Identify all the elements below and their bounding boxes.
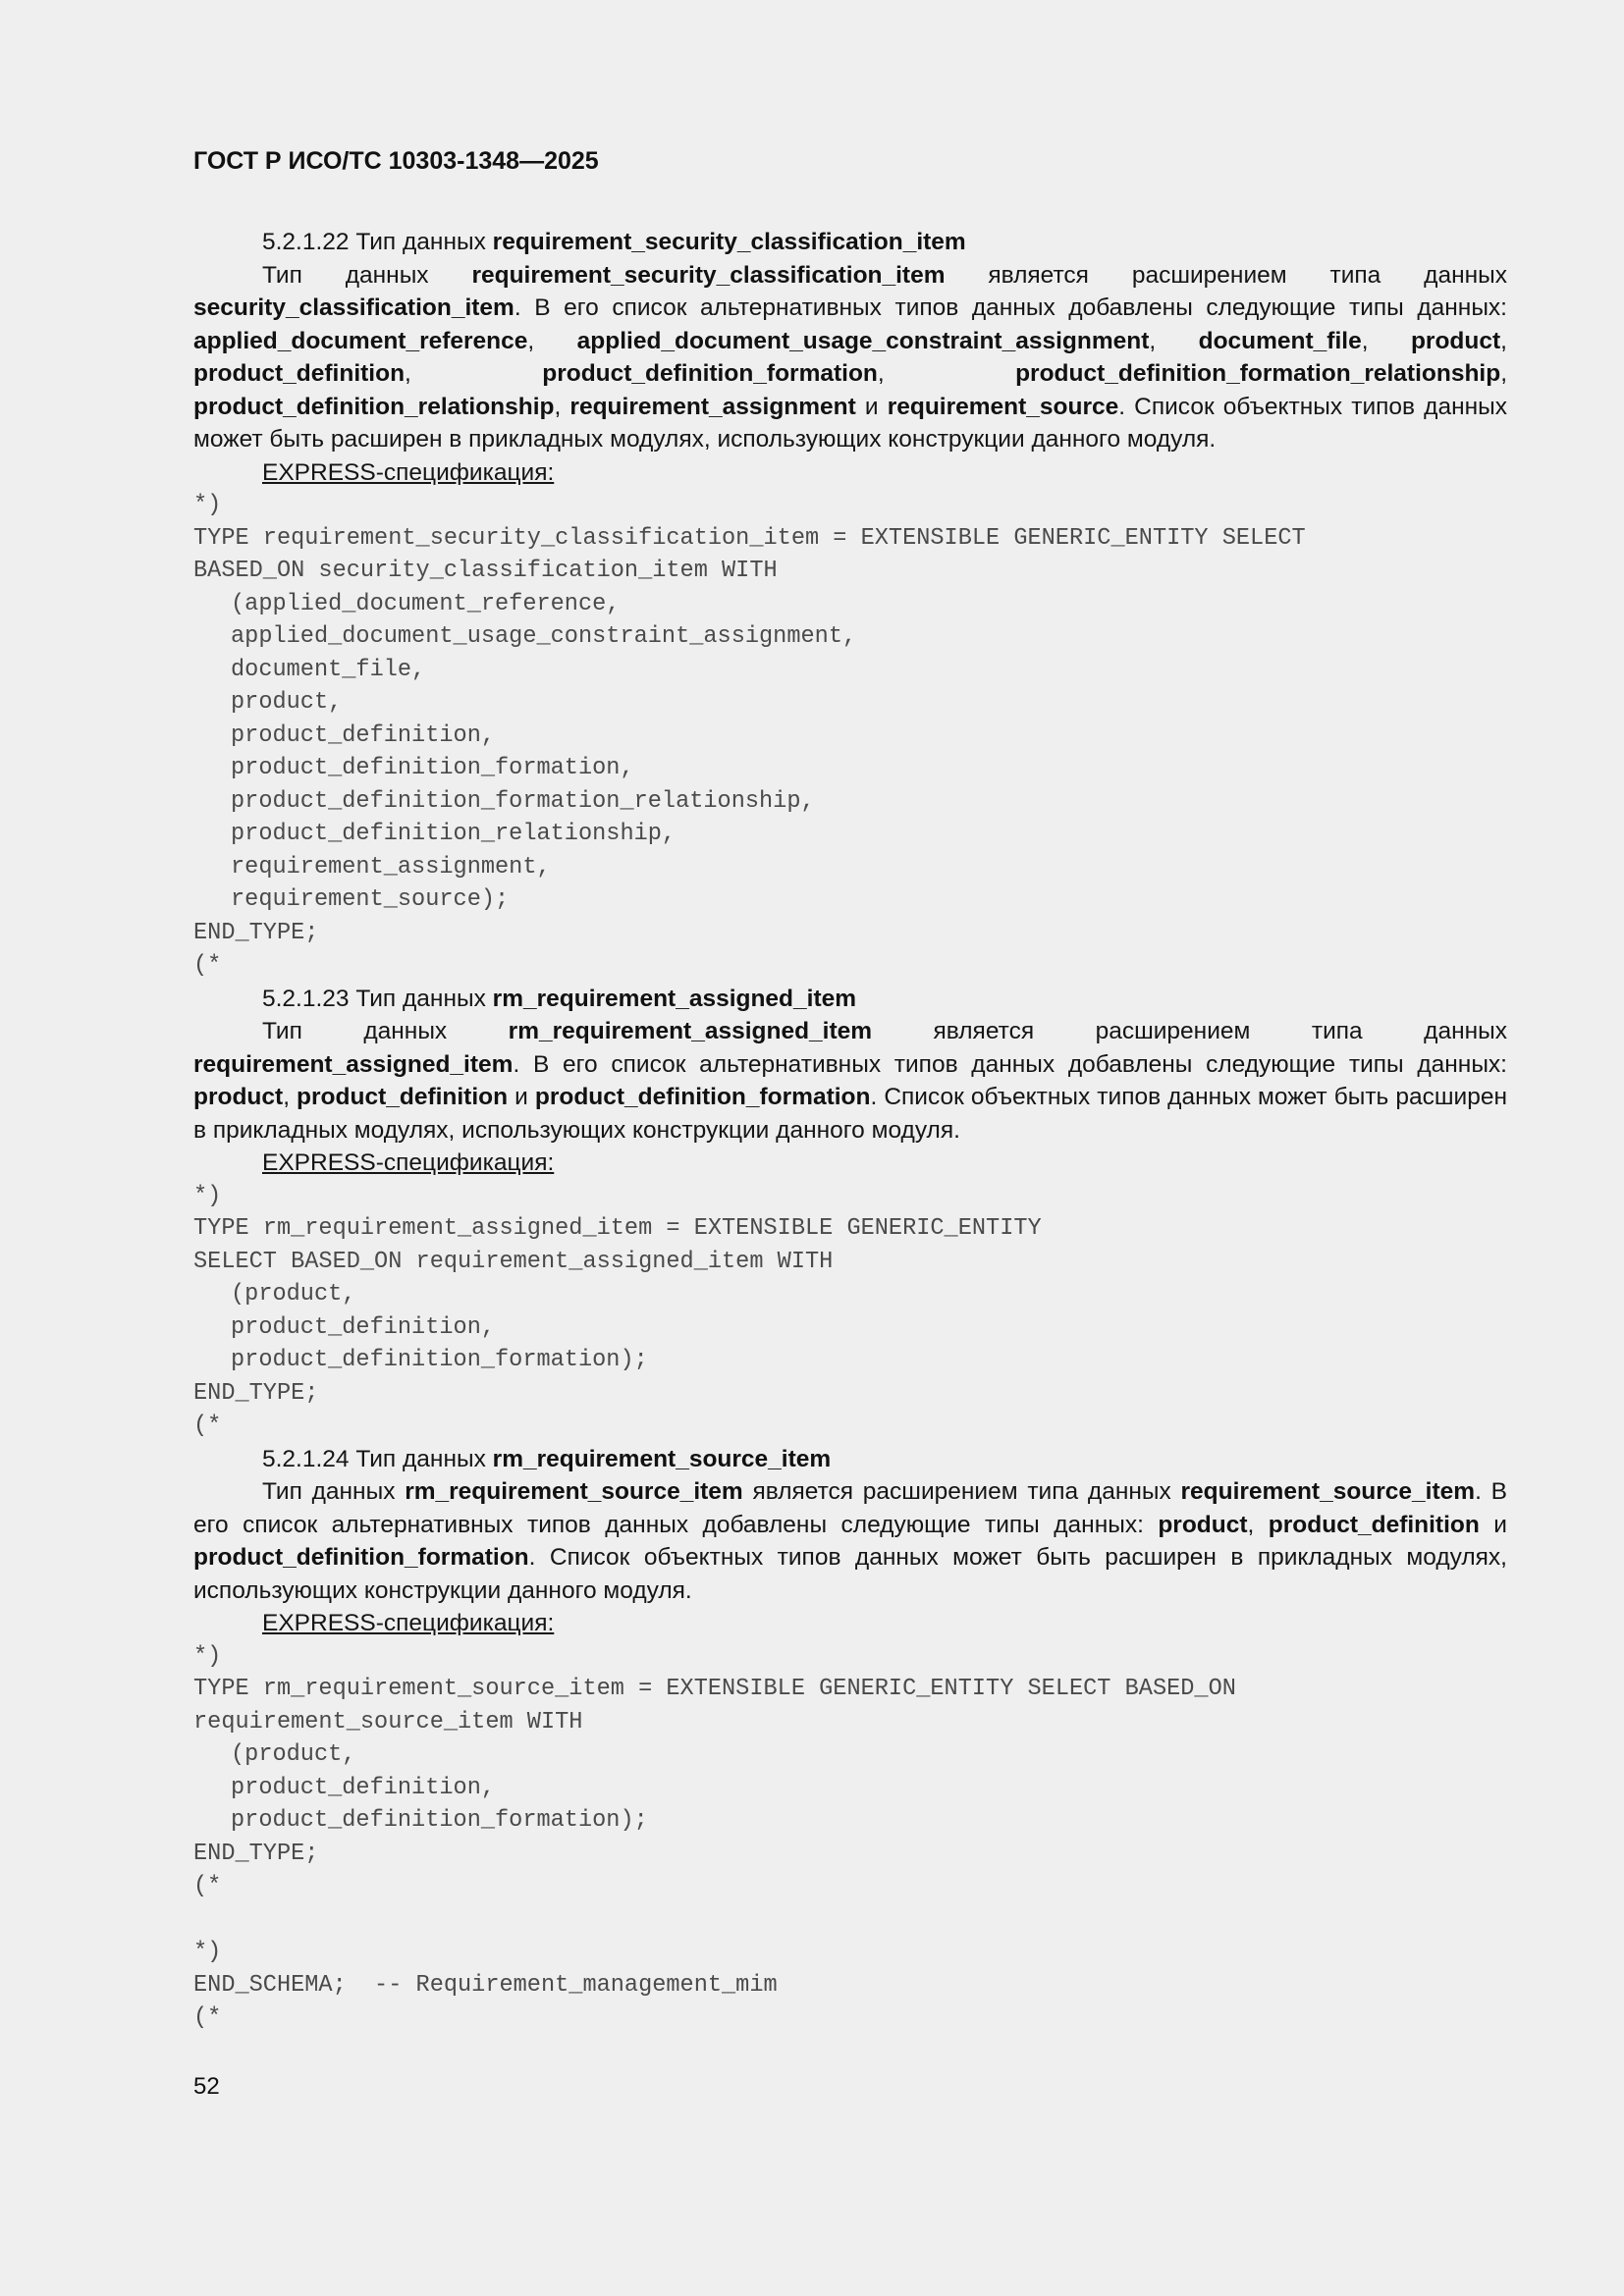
code-line: applied_document_usage_constraint_assignment, bbox=[231, 623, 857, 650]
code-line: (product, bbox=[231, 1281, 356, 1308]
page-content bbox=[193, 226, 1507, 2035]
heading-name: rm_requirement_assigned_item bbox=[492, 985, 857, 1012]
text: . В его список альтернативных типов данных добавлены следующие типы данных: bbox=[193, 1478, 1507, 1538]
code-line: product, bbox=[231, 689, 343, 716]
text: и bbox=[1479, 1511, 1507, 1538]
code-line: (* bbox=[193, 2004, 222, 2031]
code-line: (applied_document_reference, bbox=[231, 590, 621, 617]
heading-name: rm_requirement_source_item bbox=[492, 1445, 832, 1472]
code-line: product_definition_formation, bbox=[231, 755, 634, 781]
section-heading-24 bbox=[193, 1443, 1507, 1476]
code-line: *) bbox=[193, 1642, 222, 1670]
type-name: requirement_assignment bbox=[569, 393, 856, 420]
code-line: SELECT BASED_ON requirement_assigned_item WITH bbox=[193, 1248, 834, 1275]
type-name: product bbox=[1158, 1511, 1248, 1538]
type-name: requirement_security_classification_item bbox=[471, 261, 946, 289]
code-line: *) bbox=[193, 1939, 222, 1965]
text: является расширением типа данных bbox=[742, 1478, 1181, 1505]
section-paragraph-24: Тип данных rm_requirement_source_item является расширением типа данных requirement_source_item. В его список альтернативных типов данных добавлены следующие типы данных: product, product_definition и product_definition_formation. Список объектных типов данных может быть расширен в прикладных модулях, использующих конструкции данного модуля. bbox=[193, 1478, 1507, 1604]
section-heading-22 bbox=[193, 226, 1507, 259]
express-label: EXPRESS-спецификация: bbox=[262, 1610, 555, 1636]
express-label: EXPRESS-спецификация: bbox=[262, 1149, 555, 1176]
section-paragraph-23: Тип данных rm_requirement_assigned_item является расширением типа данных requirement_assigned_item. В его список альтернативных типов данных добавлены следующие типы данных: product, product_definition и product_definition_formation. Список объектных типов данных может быть расширен в прикладных модулях, использующих конструкции данного модуля. bbox=[193, 1018, 1507, 1144]
code-line: (* bbox=[193, 1873, 222, 1899]
code-line: product_definition, bbox=[231, 1774, 496, 1801]
text: Тип данных bbox=[262, 1478, 406, 1505]
code-line: product_definition_formation); bbox=[231, 1347, 648, 1373]
code-line: END_TYPE; bbox=[193, 1840, 319, 1867]
text: . Список объектных типов данных может быть расширен в прикладных модулях, использующих конструкции данного модуля. bbox=[193, 1544, 1507, 1604]
code-line: (* bbox=[193, 1413, 222, 1439]
type-name: product_definition bbox=[193, 360, 406, 387]
code-line: requirement_source); bbox=[231, 886, 510, 913]
type-name: product_definition_formation bbox=[534, 1084, 871, 1110]
code-line: product_definition_formation_relationship, bbox=[231, 787, 815, 815]
code-line: product_definition, bbox=[231, 721, 496, 749]
type-name: document_file bbox=[1198, 327, 1362, 354]
code-block-23 bbox=[193, 1180, 1507, 1443]
code-line: END_TYPE; bbox=[193, 1379, 319, 1407]
code-line: product_definition, bbox=[231, 1313, 496, 1341]
text: . В его список альтернативных типов данных добавлены следующие типы данных: bbox=[513, 1050, 1507, 1078]
blank-line bbox=[193, 1903, 1507, 1937]
section-heading-23 bbox=[193, 983, 1507, 1016]
code-line: product_definition_formation); bbox=[231, 1807, 648, 1834]
type-name: product_definition_formation bbox=[193, 1544, 529, 1571]
code-line: TYPE requirement_security_classification_item = EXTENSIBLE GENERIC_ENTITY SELECT bbox=[193, 524, 1306, 552]
code-line: (product, bbox=[231, 1741, 356, 1768]
code-line: BASED_ON security_classification_item WITH bbox=[193, 558, 778, 584]
text: Тип данных bbox=[262, 261, 472, 289]
page-header: ГОСТ Р ИСО/ТС 10303-1348—2025 bbox=[193, 147, 599, 175]
text: является расширением типа данных bbox=[945, 261, 1507, 289]
heading-num: 5.2.1.23 Тип данных bbox=[262, 985, 493, 1012]
code-line: *) bbox=[193, 492, 222, 518]
text: . Список объектных типов данных может быть расширен в прикладных модулях, использующих конструкции данного модуля. bbox=[193, 393, 1507, 453]
code-line: TYPE rm_requirement_assigned_item = EXTENSIBLE GENERIC_ENTITY bbox=[193, 1215, 1042, 1242]
type-name: applied_document_reference bbox=[193, 327, 528, 354]
code-line: END_SCHEMA; -- Requirement_management_mim bbox=[193, 1971, 778, 1999]
heading-num: 5.2.1.22 Тип данных bbox=[262, 229, 493, 255]
type-name: rm_requirement_assigned_item bbox=[508, 1018, 873, 1044]
heading-name: requirement_security_classification_item bbox=[492, 229, 966, 255]
text: является расширением типа данных bbox=[872, 1018, 1507, 1044]
type-name: product_definition bbox=[1268, 1511, 1480, 1538]
type-name: rm_requirement_source_item bbox=[405, 1478, 743, 1505]
type-name: product bbox=[193, 1084, 284, 1110]
text: Тип данных bbox=[262, 1018, 509, 1044]
type-name: product_definition_formation bbox=[542, 360, 878, 387]
code-line: requirement_source_item WITH bbox=[193, 1708, 583, 1735]
code-line: TYPE rm_requirement_source_item = EXTENSIBLE GENERIC_ENTITY SELECT BASED_ON bbox=[193, 1676, 1236, 1702]
type-name: requirement_assigned_item bbox=[193, 1050, 514, 1078]
type-name: security_classification_item bbox=[193, 294, 514, 321]
code-block-24 bbox=[193, 1640, 1507, 2035]
text: . В его список альтернативных типов данных добавлены следующие типы данных: bbox=[514, 294, 1507, 321]
type-name: product_definition_formation_relationship bbox=[1015, 360, 1501, 387]
type-name: product_definition_relationship bbox=[193, 393, 555, 420]
section-paragraph-22: Тип данных requirement_security_classification_item является расширением типа данных security_classification_item. В его список альтернативных типов данных добавлены следующие типы данных: applied_document_reference, applied_document_usage_constraint_assignment, document_file, product, product_definition, product_definition_formation, product_definition_formation_relationship, product_definition_relationship, requirement_assignment и requirement_source. Список объектных типов данных может быть расширен в прикладных модулях, использующих конструкции данного модуля. bbox=[193, 261, 1507, 453]
code-line: *) bbox=[193, 1182, 222, 1209]
type-name: requirement_source_item bbox=[1180, 1478, 1476, 1505]
text: . Список объектных типов данных может быть расширен в прикладных модулях, использующих конструкции данного модуля. bbox=[193, 1084, 1507, 1144]
type-name: requirement_source bbox=[887, 393, 1119, 420]
type-name: product bbox=[1410, 327, 1501, 354]
code-line: requirement_assignment, bbox=[231, 853, 551, 881]
code-line: (* bbox=[193, 952, 222, 979]
code-line: END_TYPE; bbox=[193, 919, 319, 946]
type-name: applied_document_usage_constraint_assignment bbox=[576, 327, 1150, 354]
page-number: 52 bbox=[193, 2073, 220, 2100]
type-name: product_definition bbox=[297, 1084, 509, 1110]
code-line: product_definition_relationship, bbox=[231, 821, 677, 847]
heading-num: 5.2.1.24 Тип данных bbox=[262, 1445, 493, 1472]
code-line: document_file, bbox=[231, 656, 426, 683]
express-label: EXPRESS-спецификация: bbox=[262, 458, 555, 486]
code-block-22 bbox=[193, 489, 1507, 983]
text: и bbox=[855, 393, 888, 420]
text: и bbox=[508, 1084, 535, 1110]
